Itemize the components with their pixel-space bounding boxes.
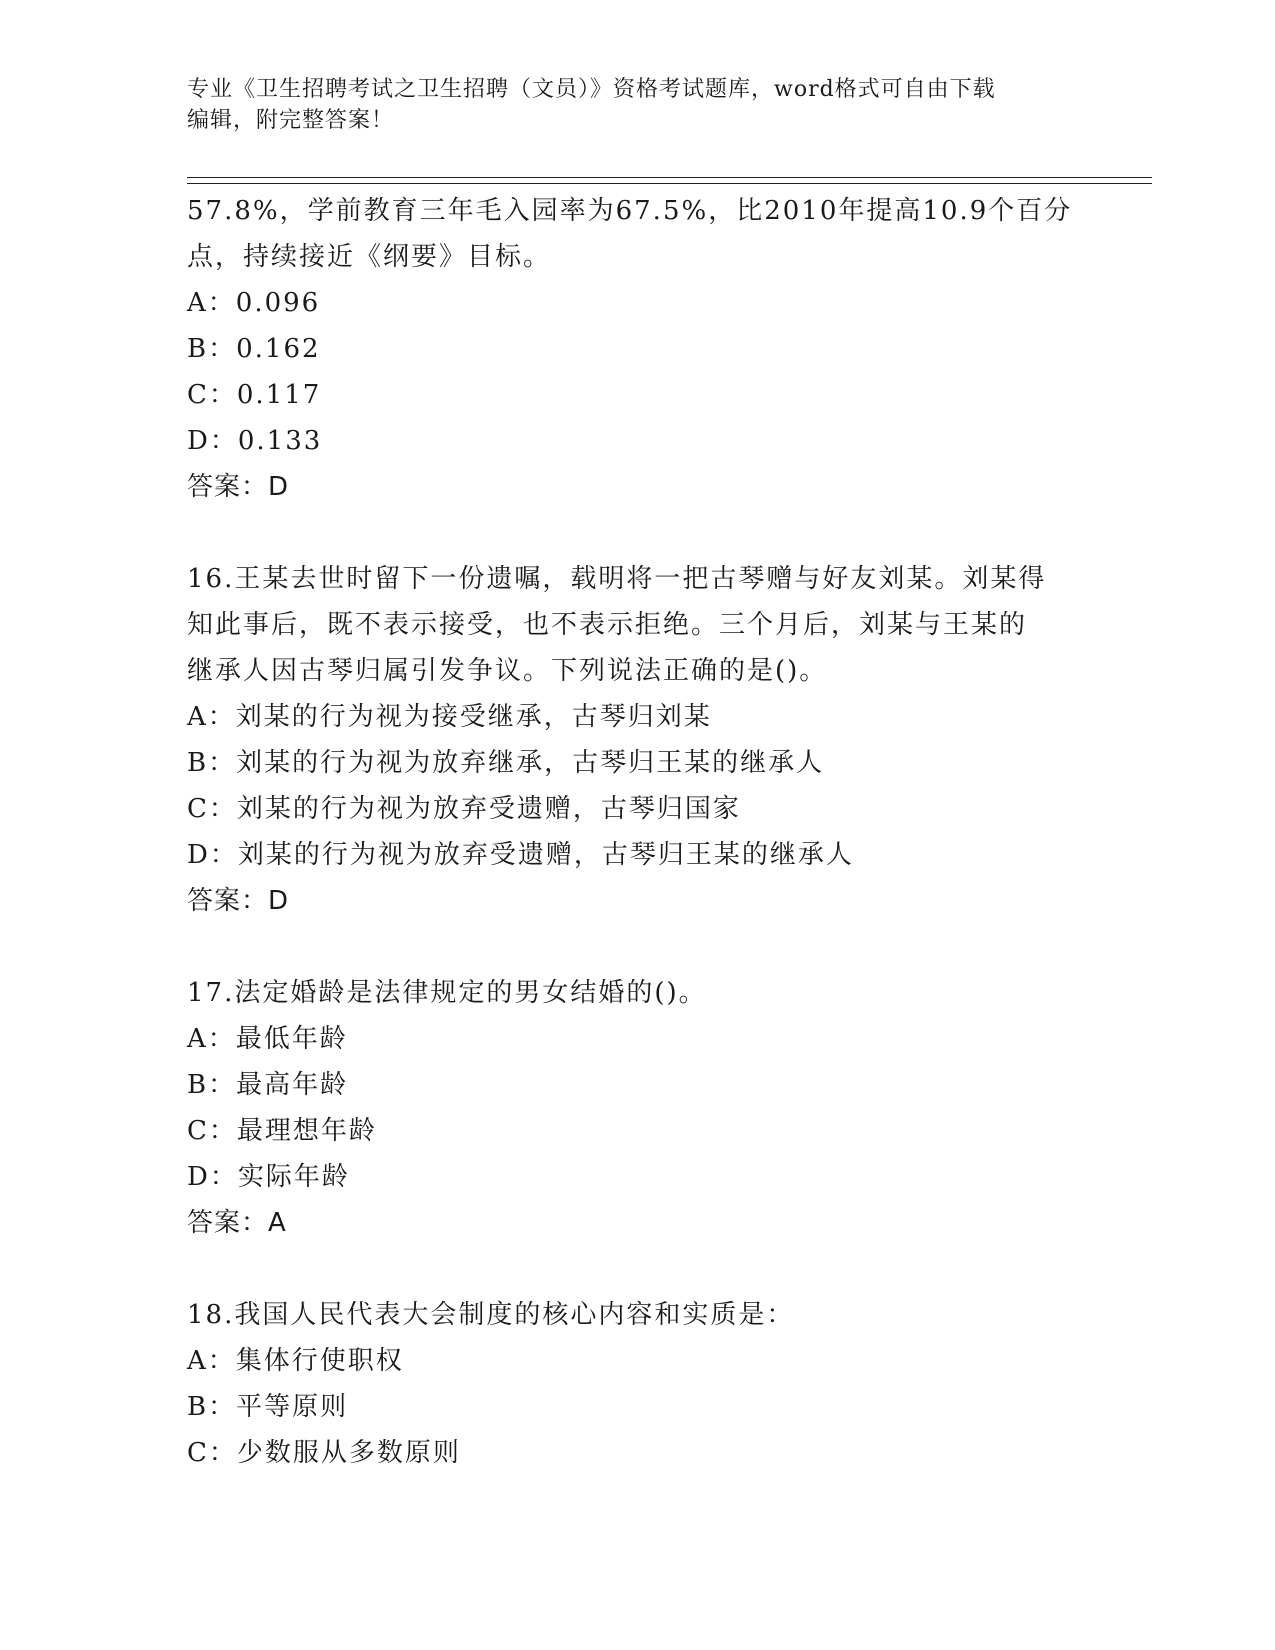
document-header [187, 74, 1087, 136]
option-b: B：0.162 [187, 334, 321, 364]
question-text-line: 18.我国人民代表大会制度的核心内容和实质是： [187, 1300, 795, 1330]
option-a: A：集体行使职权 [187, 1346, 404, 1376]
question-17 [187, 970, 1087, 1246]
option-b: B：平等原则 [187, 1392, 349, 1422]
option-a: A：0.096 [187, 288, 321, 318]
option-c: C：0.117 [187, 380, 322, 410]
option-c: C：最理想年龄 [187, 1116, 377, 1146]
option-a: A：刘某的行为视为接受继承，古琴归刘某 [187, 702, 712, 732]
option-d: D：实际年龄 [187, 1162, 350, 1192]
option-d: D：0.133 [187, 426, 323, 456]
question-content [187, 188, 1087, 1476]
question-18 [187, 1292, 1087, 1476]
header-line-2: 编辑，附完整答案！ [187, 108, 395, 133]
question-text-line: 57.8%，学前教育三年毛入园率为67.5%，比2010年提高10.9个百分 [187, 196, 1073, 226]
option-c: C：刘某的行为视为放弃受遗赠，古琴归国家 [187, 794, 741, 824]
option-c: C：少数服从多数原则 [187, 1438, 461, 1468]
spacer [187, 924, 1087, 970]
question-16 [187, 556, 1087, 924]
question-text-line: 点，持续接近《纲要》目标。 [187, 242, 552, 272]
option-b: B：最高年龄 [187, 1070, 349, 1100]
question-15-continued [187, 188, 1087, 510]
answer-label: 答案：D [187, 886, 290, 916]
spacer [187, 510, 1087, 556]
question-text-line: 知此事后，既不表示接受，也不表示拒绝。三个月后，刘某与王某的 [187, 610, 1028, 640]
option-d: D：刘某的行为视为放弃受遗赠，古琴归王某的继承人 [187, 840, 854, 870]
header-divider-bottom [187, 183, 1152, 184]
header-divider-top [187, 177, 1152, 178]
question-text-line: 继承人因古琴归属引发争议。下列说法正确的是()。 [187, 656, 828, 686]
option-b: B：刘某的行为视为放弃继承，古琴归王某的继承人 [187, 748, 825, 778]
question-text-line: 17.法定婚龄是法律规定的男女结婚的()。 [187, 978, 707, 1008]
header-line-1: 专业《卫生招聘考试之卫生招聘（文员）》资格考试题库，word格式可自由下载 [187, 77, 996, 102]
spacer [187, 1246, 1087, 1292]
answer-label: 答案：A [187, 1208, 287, 1238]
option-a: A：最低年龄 [187, 1024, 348, 1054]
question-text-line: 16.王某去世时留下一份遗嘱，载明将一把古琴赠与好友刘某。刘某得 [187, 564, 1047, 594]
answer-label: 答案：D [187, 472, 290, 502]
